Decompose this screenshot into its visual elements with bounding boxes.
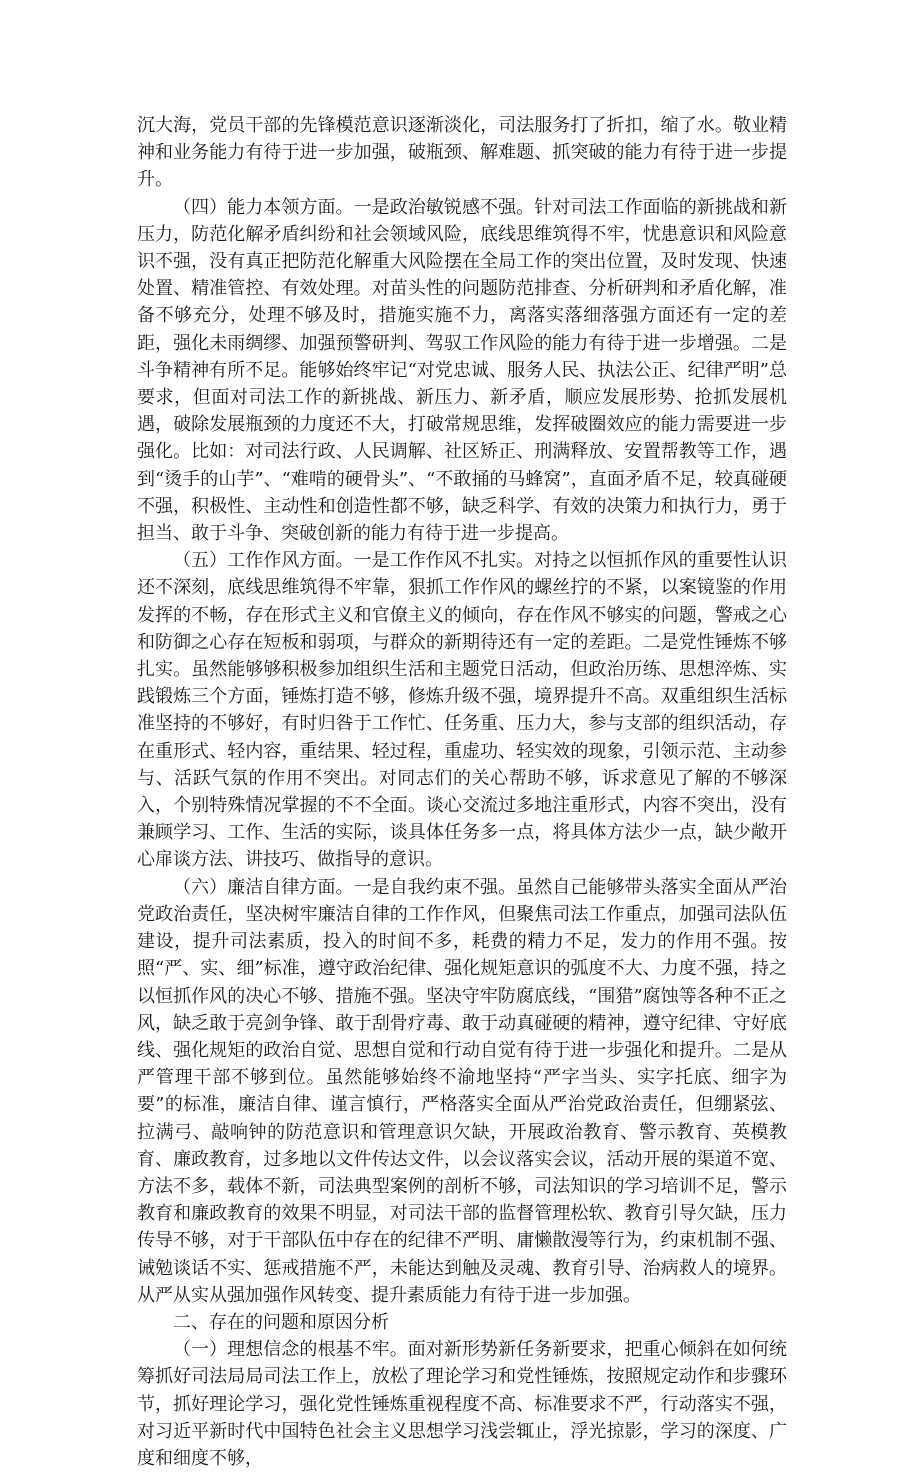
paragraph-continuation: 沉大海，党员干部的先锋模范意识逐渐淡化，司法服务打了折扣，缩了水。敬业精神和业务能力有待于进一步加强，破瓶颈、解难题、抓突破的能力有待于进一步提升。 (137, 115, 787, 191)
paragraph-ability-section: （四）能力本领方面。一是政治敏锐感不强。针对司法工作面临的新挑战和新压力，防范化解矛盾纠纷和社会领域风险，底线思维筑得不牢，忧患意识和风险意识不强，没有真正把防范化解重大风险摆在全局工作的突出位置，及时发现、快速处置、精准管控、有效处理。对苗头性的问题防范排查、分析研判和矛盾化解，准备不够充分，处理不够及时，措施实施不力，离落实落细落强方面还有一定的差距，强化未雨绸缪、加强预警研判、驾驭工作风险的能力有待于进一步增强。二是斗争精神有所不足。能够始终牢记“对党忠诚、服务人民、执法公正、纪律严明”总要求，但面对司法工作的新挑战、新压力、新矛盾，顺应发展形势、抢抓发展机遇，破除发展瓶颈的力度还不大，打破常规思维，发挥破圈效应的能力需要进一步强化。比如：对司法行政、人民调解、社区矫正、刑满释放、安置帮教等工作，遇到“烫手的山芋”、“难啃的硬骨头”、“不敢捅的马蜂窝”，直面矛盾不足，较真碰硬不强，积极性、主动性和创造性都不够，缺乏科学、有效的决策力和执行力，勇于担当、敢于斗争、突破创新的能力有待于进一步提高。 (137, 196, 787, 545)
paragraph-work-style-section: （五）工作作风方面。一是工作作风不扎实。对持之以恒抓作风的重要性认识还不深刻，底线思维筑得不牢靠，狠抓工作作风的螺丝拧的不紧，以案镜鉴的作用发挥的不畅，存在形式主义和官僚主义的倾向，存在作风不够实的问题，警戒之心和防御之心存在短板和弱项，与群众的新期待还有一定的差距。二是党性锤炼不够扎实。虽然能够够积极参加组织生活和主题党日活动，但政治历练、思想淬炼、实践锻炼三个方面，锤炼打造不够，修炼升级不强，境界提升不高。双重组织生活标准坚持的不够好，有时归咎于工作忙、任务重、压力大，参与支部的组织活动，存在重形式、轻内容，重结果、轻过程，重虚功、轻实效的现象，引领示范、主动参与、活跃气氛的作用不突出。对同志们的关心帮助不够，诉求意见了解的不够深入，个别特殊情况掌握的不不全面。谈心交流过多地注重形式，内容不突出，没有兼顾学习、工作、生活的实际，谈具体任务多一点，将具体方法少一点，缺少敞开心扉谈方法、讲技巧、做指导的意识。 (137, 550, 787, 871)
document-body (137, 112, 787, 1472)
section-heading-problems-analysis: 二、存在的问题和原因分析 (173, 1311, 389, 1333)
paragraph-ideals-beliefs: （一）理想信念的根基不牢。面对新形势新任务新要求，把重心倾斜在如何统筹抓好司法局局司法工作上，放松了理论学习和党性锤炼，按照规定动作和步骤环节，抓好理论学习，强化党性锤炼重视程度不高、标准要求不严，行动落实不强，对习近平新时代中国特色社会主义思想学习浅尝辄止，浮光掠影，学习的深度、广度和细度不够， (137, 1339, 787, 1469)
paragraph-integrity-section: （六）廉洁自律方面。一是自我约束不强。虽然自己能够带头落实全面从严治党政治责任，坚决树牢廉洁自律的工作作风，但聚焦司法工作重点，加强司法队伍建设，提升司法素质，投入的时间不多，耗费的精力不足，发力的作用不强。按照“严、实、细”标准，遵守政治纪律、强化规矩意识的弧度不大、力度不强，持之以恒抓作风的决心不够、措施不强。坚决守牢防腐底线，“围猎”腐蚀等各种不正之风，缺乏敢于亮剑争锋、敢于刮骨疗毒、敢于动真碰硬的精神，遵守纪律、守好底线、强化规矩的政治自觉、思想自觉和行动自觉有待于进一步强化和提升。二是从严管理干部不够到位。虽然能够始终不渝地坚持“严字当头、实字托底、细字为要”的标准，廉洁自律、谨言慎行，严格落实全面从严治党政治责任，但绷紧弦、拉满弓、敲响钟的防范意识和管理意识欠缺，开展政治教育、警示教育、英模教育、廉政教育，过多地以文件传达文件，以会议落实会议，活动开展的渠道不宽、方法不多，载体不新，司法典型案例的剖析不够，司法知识的学习培训不足，警示教育和廉政教育的效果不明显，对司法干部的监督管理松软、教育引导欠缺，压力传导不够，对于干部队伍中存在的纪律不严明、庸懒散漫等行为，约束机制不强、诫勉谈话不实、惩戒措施不严，未能达到触及灵魂、教育引导、治病救人的境界。从严从实从强加强作风转变、提升素质能力有待于进一步加强。 (137, 876, 787, 1306)
